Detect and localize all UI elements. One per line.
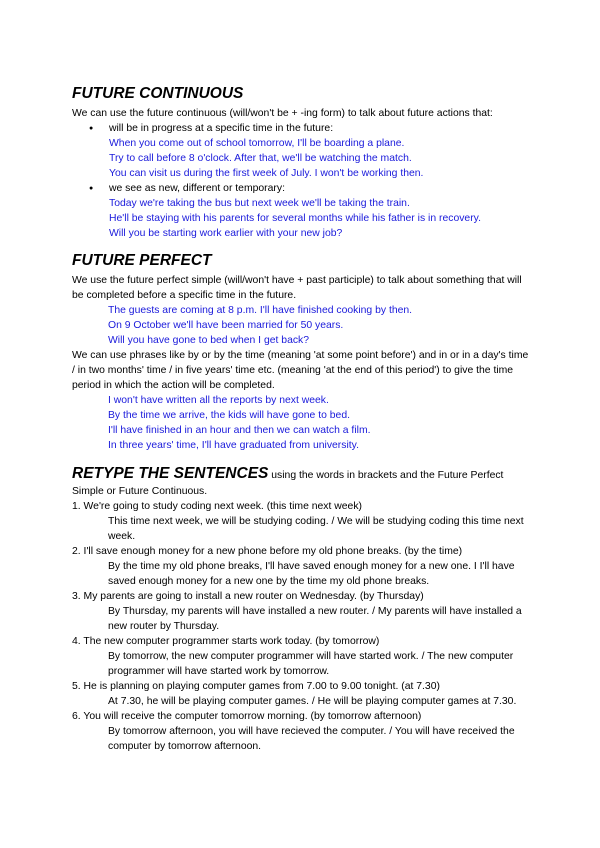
exercise-item bbox=[72, 499, 532, 544]
exercise-question: 1. We're going to study coding next week. (this time next week) bbox=[72, 501, 362, 512]
exercise-answer: This time next week, we will be studying coding. / We will be studying coding this time next week. bbox=[108, 516, 524, 542]
retype-instruction: using the words in brackets and the Future Perfect Simple or Future Continuous. bbox=[72, 470, 504, 497]
exercise-item bbox=[72, 634, 532, 679]
exercise-answer: By the time my old phone breaks, I'll have saved enough money for a new one. I I'll have saved enough money for a new one by the time my old phone breaks. bbox=[108, 561, 515, 587]
bullet-text: will be in progress at a specific time in the future: bbox=[109, 123, 334, 134]
retype-heading: RETYPE THE SENTENCES bbox=[72, 465, 269, 482]
example-sentence: By the time we arrive, the kids will have gone to bed. bbox=[108, 410, 350, 421]
bullet-in-progress bbox=[72, 121, 532, 181]
example-sentence: You can visit us during the first week of July. I won't be working then. bbox=[109, 168, 424, 179]
example-sentence: He'll be staying with his parents for several months while his father is in recovery. bbox=[109, 213, 481, 224]
retype-instruction-line bbox=[72, 464, 532, 499]
exercise-question: 3. My parents are going to install a new router on Wednesday. (by Thursday) bbox=[72, 591, 424, 602]
retype-section bbox=[72, 464, 532, 754]
exercise-answer: At 7.30, he will be playing computer games. / He will be playing computer games at 7.30. bbox=[108, 696, 517, 707]
exercise-item bbox=[72, 709, 532, 754]
exercise-item bbox=[72, 544, 532, 589]
exercise-question: 6. You will receive the computer tomorrow morning. (by tomorrow afternoon) bbox=[72, 711, 422, 722]
exercise-question: 5. He is planning on playing computer games from 7.00 to 9.00 tonight. (at 7.30) bbox=[72, 681, 440, 692]
example-sentence: Will you have gone to bed when I get back? bbox=[108, 335, 310, 346]
example-sentence: I'll have finished in an hour and then we can watch a film. bbox=[108, 425, 371, 436]
example-sentence: The guests are coming at 8 p.m. I'll have finished cooking by then. bbox=[108, 305, 413, 316]
future-continuous-intro: We can use the future continuous (will/won't be + -ing form) to talk about future actions that: bbox=[72, 108, 493, 119]
exercise-answer: By tomorrow, the new computer programmer will have started work. / The new computer programmer will have started work by tomorrow. bbox=[108, 651, 514, 677]
future-perfect-phrases-paragraph: We can use phrases like by or by the time (meaning 'at some point before') and in or in a day's time / in two months' time / in five years' time etc. (meaning 'at the end of this period') to give the time period in which the action will be completed. bbox=[72, 350, 529, 391]
example-sentence: Will you be starting work earlier with your new job? bbox=[109, 228, 343, 239]
exercise-question: 4. The new computer programmer starts work today. (by tomorrow) bbox=[72, 636, 380, 647]
future-perfect-intro: We use the future perfect simple (will/won't have + past participle) to talk about something that will be completed before a specific time in the future. bbox=[72, 275, 522, 301]
exercise-item bbox=[72, 679, 532, 709]
example-sentence: On 9 October we'll have been married for 50 years. bbox=[108, 320, 344, 331]
example-sentence: Try to call before 8 o'clock. After that, we'll be watching the match. bbox=[109, 153, 412, 164]
exercise-answer: By tomorrow afternoon, you will have recieved the computer. / You will have received the computer by tomorrow afternoon. bbox=[108, 726, 515, 752]
exercise-item bbox=[72, 589, 532, 634]
document-page bbox=[72, 84, 532, 754]
example-sentence: I won't have written all the reports by next week. bbox=[108, 395, 329, 406]
exercise-answer: By Thursday, my parents will have installed a new router. / My parents will have installed a new router by Thursday. bbox=[108, 606, 522, 632]
example-sentence: In three years' time, I'll have graduated from university. bbox=[108, 440, 359, 451]
example-sentence: Today we're taking the bus but next week we'll be taking the train. bbox=[109, 198, 410, 209]
exercise-question: 2. I'll save enough money for a new phone before my old phone breaks. (by the time) bbox=[72, 546, 463, 557]
future-continuous-heading: FUTURE CONTINUOUS bbox=[72, 85, 244, 102]
bullet-new-different bbox=[72, 181, 532, 241]
future-continuous-bullets bbox=[72, 121, 532, 241]
example-sentence: When you come out of school tomorrow, I'll be boarding a plane. bbox=[109, 138, 405, 149]
bullet-text: we see as new, different or temporary: bbox=[109, 183, 285, 194]
future-perfect-heading: FUTURE PERFECT bbox=[72, 252, 212, 269]
